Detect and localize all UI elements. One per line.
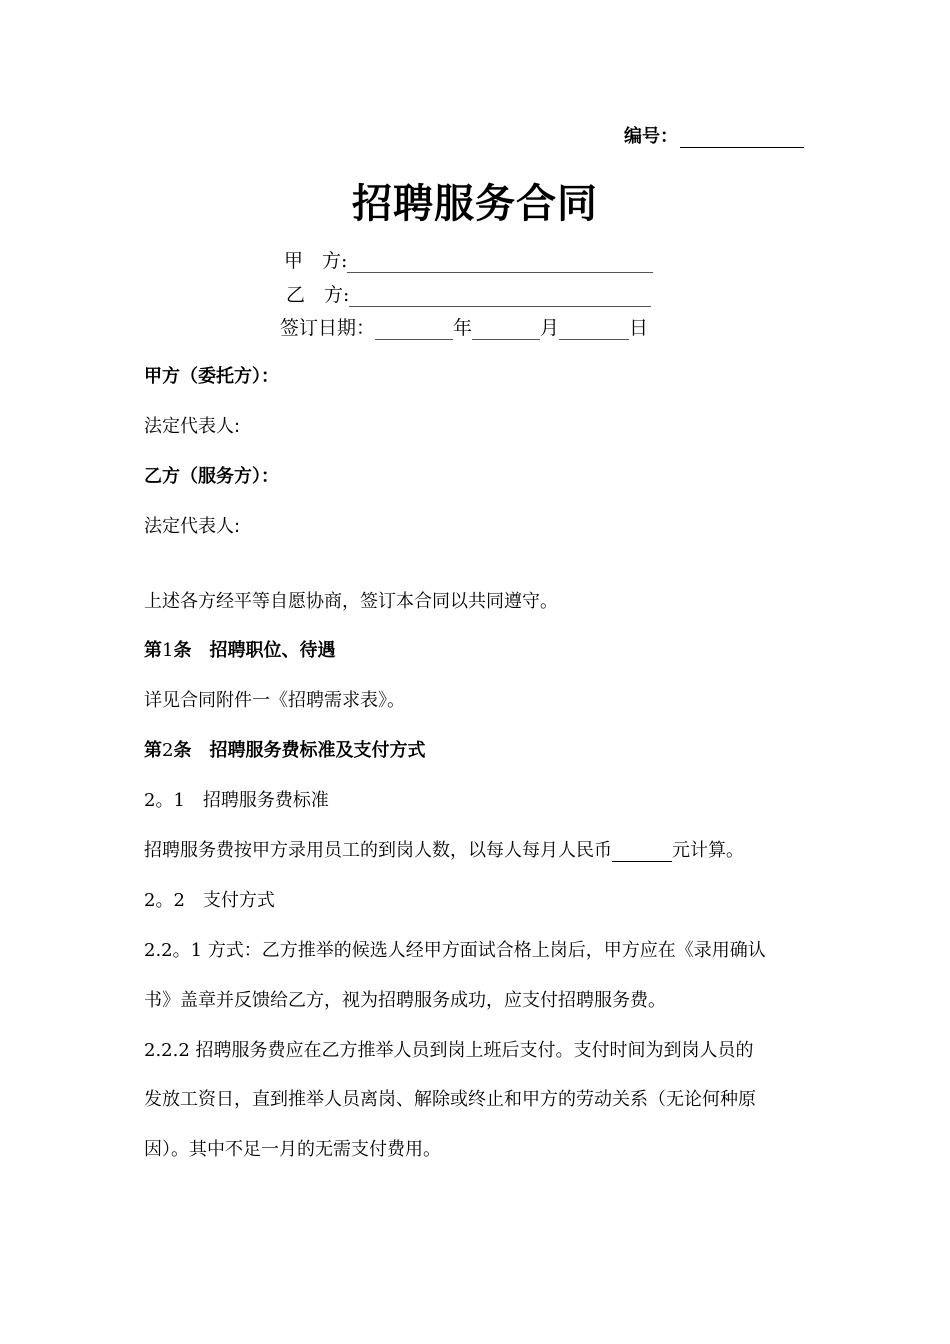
section-2-1-heading — [144, 786, 329, 812]
section-2-1-body — [144, 836, 744, 862]
section-2-2-title: 支付方式 — [202, 890, 275, 911]
article-1-prefix: 第 — [144, 640, 162, 661]
section-2-2-2-number: 2.2.2 — [144, 1040, 190, 1061]
document-number-label: 编号： — [624, 126, 678, 147]
section-2-2-1-line-1 — [144, 936, 766, 962]
section-2-2-2-text-1: 招聘服务费应在乙方推举人员到岗上班后支付。支付时间为到岗人员的 — [195, 1040, 754, 1061]
section-2-1-body-pre: 招聘服务费按甲方录用员工的到岗人数，以每人每月人民币 — [144, 840, 612, 861]
article-2-prefix: 第 — [144, 740, 162, 761]
month-field[interactable] — [472, 319, 540, 340]
year-field[interactable] — [375, 319, 453, 340]
article-2-title: 条 招聘服务费标准及支付方式 — [173, 740, 426, 761]
month-label: 月 — [540, 317, 560, 339]
party-b-label: 乙 方: — [286, 284, 350, 306]
section-2-2-2-line-1 — [144, 1036, 754, 1062]
signing-date-label: 签订日期： — [280, 317, 376, 339]
fee-amount-field[interactable] — [612, 843, 672, 862]
day-label: 日 — [629, 317, 649, 339]
section-2-2-number: 2。2 — [144, 890, 185, 911]
party-a-label: 甲 方: — [284, 250, 348, 272]
party-b-field[interactable] — [349, 286, 651, 307]
section-2-2-1-number: 2.2。1 — [144, 940, 203, 961]
party-a-representative: 法定代表人: — [144, 416, 241, 437]
party-a-heading: 甲方（委托方）： — [144, 366, 279, 387]
section-2-2-heading — [144, 886, 275, 912]
section-2-1-number: 2。1 — [144, 790, 185, 811]
section-2-1-title: 招聘服务费标准 — [202, 790, 329, 811]
article-1-number: 1 — [162, 640, 174, 661]
document-number-field[interactable] — [680, 127, 804, 148]
contract-title: 招聘服务合同 — [352, 180, 598, 227]
party-b-heading: 乙方（服务方）： — [144, 466, 279, 487]
preamble-text: 上述各方经平等自愿协商，签订本合同以共同遵守。 — [144, 591, 558, 612]
section-2-2-1-line-2: 书》盖章并反馈给乙方，视为招聘服务成功，应支付招聘服务费。 — [144, 990, 666, 1011]
party-a-line — [284, 246, 653, 273]
article-1-title: 条 招聘职位、待遇 — [173, 640, 336, 661]
day-field[interactable] — [559, 319, 629, 340]
section-2-2-2-line-3: 因）。其中不足一月的无需支付费用。 — [144, 1139, 441, 1160]
article-1-heading — [144, 636, 335, 662]
section-2-2-2-line-2: 发放工资日，直到推举人员离岗、解除或终止和甲方的劳动关系（无论何种原 — [144, 1089, 756, 1110]
article-2-heading — [144, 736, 425, 762]
document-number — [624, 122, 804, 148]
party-b-line — [286, 280, 651, 307]
section-2-2-1-text-1: 方式：乙方推举的候选人经甲方面试合格上岗后，甲方应在《录用确认 — [207, 940, 766, 961]
article-2-number: 2 — [162, 740, 174, 761]
party-b-representative: 法定代表人: — [144, 516, 241, 537]
year-label: 年 — [453, 317, 473, 339]
section-2-1-body-post: 元计算。 — [672, 840, 744, 861]
signing-date-line — [280, 313, 648, 340]
article-1-body: 详见合同附件一《招聘需求表》。 — [144, 690, 405, 711]
party-a-field[interactable] — [347, 252, 653, 273]
